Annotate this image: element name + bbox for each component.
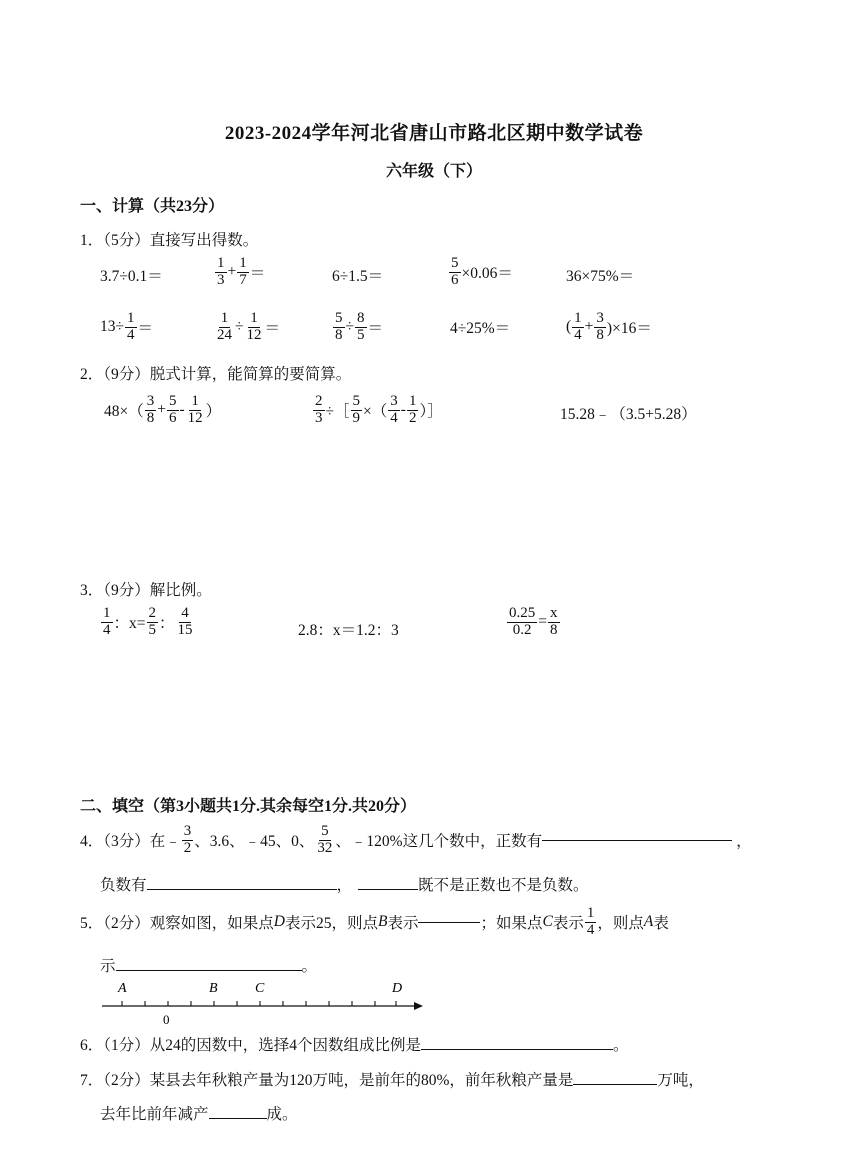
q6-line: 6．（1分）从24的因数中，选择4个因数组成比例是 。 (80, 1037, 629, 1054)
q5-line-2: 示 。 (100, 958, 318, 975)
q5-blank-a[interactable] (116, 969, 302, 971)
q4-blank-negative[interactable] (147, 888, 337, 890)
q5-blank-b[interactable] (418, 921, 480, 923)
q7-blank-previous-year[interactable] (573, 1083, 657, 1085)
point-a-label: A (118, 981, 127, 996)
q3-expr-1: $\frac{1}{4}$ ：x= $\frac{2}{5}$ ： $\frac{4}{15}$ (103, 605, 193, 638)
q3-expr-3: $\frac{0.25}{0.2}$ = $\frac{x}{8}$ (509, 605, 558, 638)
q1-r2-a: 13÷ $\frac{1}{4}$ ＝ (100, 310, 154, 343)
q2-expr-1: 48×（ $\frac{3}{8}$ + $\frac{5}{6}$ - $\frac{1}{12}$ ） (104, 393, 222, 426)
point-b-label: B (209, 981, 218, 996)
q5-line-1: 5．（2分）观察如图，如果点 D 表示25，则点 B 表示 ；如果点 C 表示 $\frac{1}{4}$ ，则点 A 表 (80, 905, 669, 938)
q3-label: 3．（9分）解比例。 (80, 582, 212, 599)
q4-line-1: 4．（3分）在﹣ $\frac{3}{2}$ 、3.6、﹣45、0、 $\frac{5}{32}$ 、﹣120%这几个数中，正数有 ， (80, 823, 752, 856)
q1-r2-d: 4÷25%＝ (450, 320, 511, 337)
point-c-label: C (255, 981, 265, 996)
point-d-label: D (392, 981, 403, 996)
q1-r1-d: $\frac{5}{6}$ ×0.06＝ (451, 255, 513, 288)
q2-expr-2: $\frac{2}{3}$ ÷［ $\frac{5}{9}$ ×（ $\frac{3}{4}$ - $\frac{1}{2}$ ）］ (315, 393, 443, 426)
q1-r2-c: $\frac{5}{8}$ ÷ $\frac{8}{5}$ ＝ (335, 310, 384, 343)
grade-subtitle: 六年级（下） (385, 163, 482, 180)
section-2-heading: 二、填空（第3小题共1分.其余每空1分.共20分） (80, 798, 417, 815)
q1-label: 1．（5分）直接写出得数。 (80, 232, 259, 249)
q4-blank-neither[interactable] (358, 888, 418, 890)
q3-expr-2: 2.8：x＝1.2：3 (298, 622, 399, 639)
q1-r2-e: ( $\frac{1}{4}$ + $\frac{3}{8}$ )×16＝ (566, 310, 652, 343)
q1-r1-b: $\frac{1}{3}$ + $\frac{1}{7}$ ＝ (217, 255, 266, 288)
arrow-right-icon (414, 1002, 423, 1010)
number-line (96, 974, 426, 1026)
q1-r1-c: 6÷1.5＝ (332, 268, 384, 285)
q1-r2-b: $\frac{1}{24}$ ÷ $\frac{1}{12}$ ＝ (217, 310, 281, 343)
q4-blank-positive[interactable] (542, 839, 732, 841)
q7-blank-reduction[interactable] (209, 1117, 267, 1119)
q1-r1-a: 3.7÷0.1＝ (100, 268, 163, 285)
page-title: 2023-2024学年河北省唐山市路北区期中数学试卷 (224, 123, 644, 144)
section-1-heading: 一、计算（共23分） (80, 198, 225, 215)
q1-r1-e: 36×75%＝ (566, 268, 635, 285)
q7-line-1: 7．（2分）某县去年秋粮产量为120万吨，是前年的80%，前年秋粮产量是 万吨， (80, 1072, 704, 1089)
q2-label: 2．（9分）脱式计算，能简算的要简算。 (80, 366, 352, 383)
q2-expr-3: 15.28﹣（3.5+5.28） (560, 406, 697, 423)
q4-line-2: 负数有 ， 既不是正数也不是负数。 (100, 877, 589, 894)
q6-blank[interactable] (421, 1048, 613, 1050)
zero-label: 0 (163, 1012, 170, 1026)
q7-line-2: 去年比前年减产 成。 (100, 1106, 298, 1123)
